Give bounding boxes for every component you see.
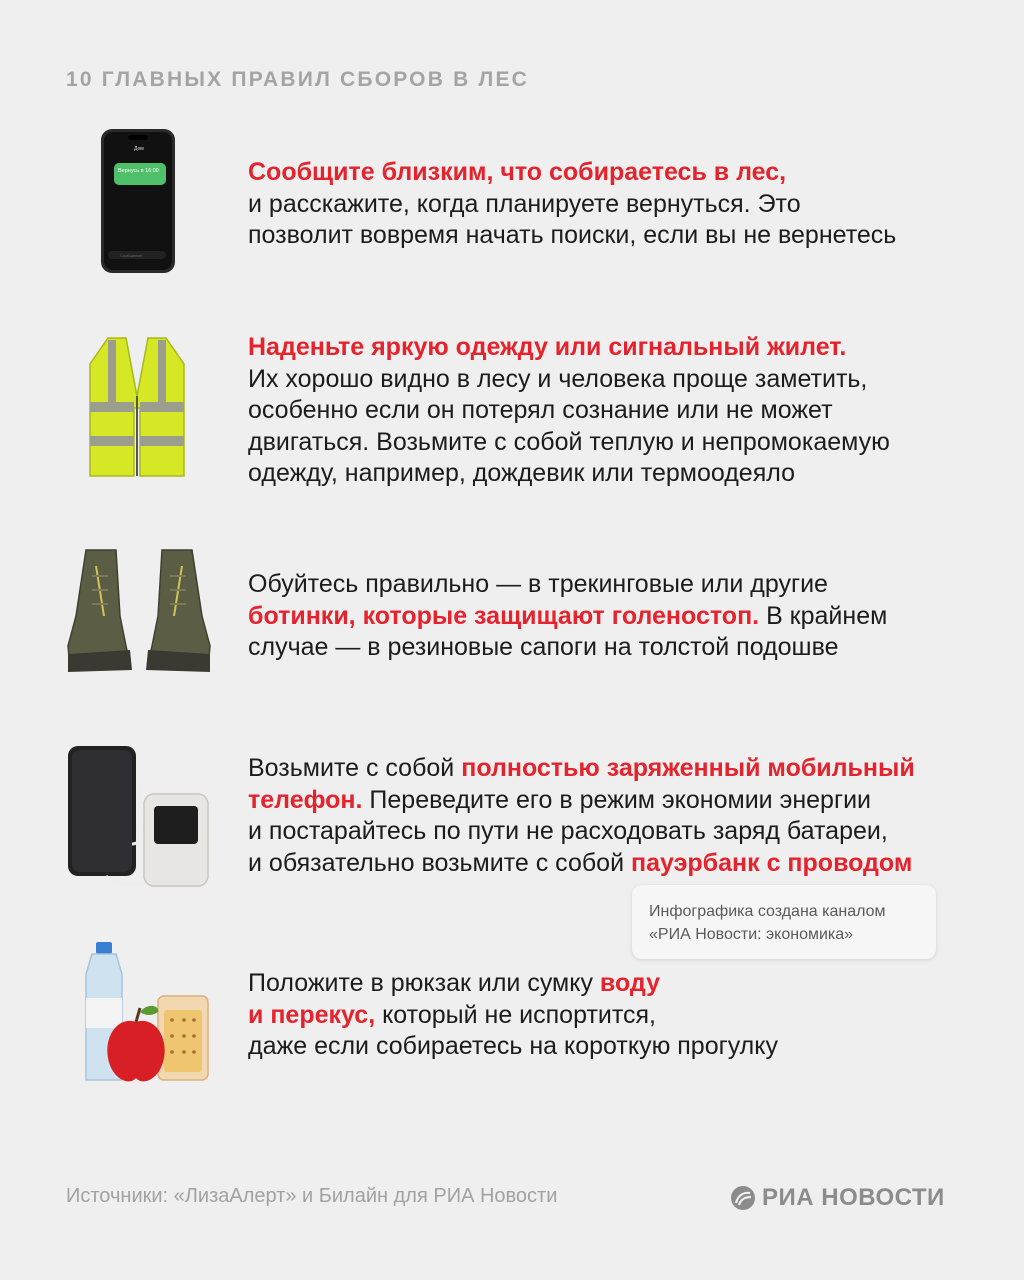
rule-3-line-3: случае — в резиновые сапоги на толстой подошве (248, 633, 839, 661)
rule-2-line-5: одежду, например, дождевик или термоодеяло (248, 459, 796, 487)
safety-vest-icon (86, 336, 188, 480)
footer-sources: Источники: «ЛизаАлерт» и Билайн для РИА Новости (66, 1185, 558, 1207)
hiking-boots-icon (66, 546, 212, 676)
rule-4-text (248, 753, 915, 879)
rule-2-highlight: Наденьте яркую одежду или сигнальный жилет. (248, 333, 847, 361)
ria-novosti-logo (730, 1182, 945, 1214)
rule-1-line-3: позволит вовремя начать поиски, если вы не вернетесь (248, 221, 897, 249)
phone-message-text: Вернусь в 16:00 (118, 168, 159, 174)
rule-1-text (248, 157, 896, 252)
rule-4-line-2-tail: Переведите его в режим экономии энергии (369, 785, 871, 814)
rule-5-line-2-tail: который не испортится, (382, 1000, 657, 1029)
phone-powerbank-icon (66, 744, 212, 890)
rule-3-highlight: ботинки, которые защищают голеностоп. (248, 601, 760, 630)
ria-logo-icon (730, 1185, 756, 1211)
tooltip-line-1: Инфографика создана каналом (649, 903, 886, 920)
smartphone-message-icon (100, 128, 176, 274)
water-and-snack-icon (66, 940, 212, 1086)
rule-3-text (248, 569, 887, 664)
rule-3-line-2-tail: В крайнем (766, 601, 888, 630)
rule-4-highlight-3: пауэрбанк с проводом (631, 848, 913, 877)
rule-4-highlight-2: телефон. (248, 785, 363, 814)
rule-5-line-1: Положите в рюкзак или сумку (248, 969, 593, 997)
rule-4-line-1: Возьмите с собой (248, 754, 455, 782)
rule-4-highlight-1: полностью заряженный мобильный (461, 754, 915, 782)
infographic-credit-tooltip (632, 885, 936, 959)
rule-2-line-4: двигаться. Возьмите с собой теплую и непромокаемую (248, 427, 890, 456)
page-title: 10 ГЛАВНЫХ ПРАВИЛ СБОРОВ В ЛЕС (66, 68, 530, 91)
rule-4-line-3: и постарайтесь по пути не расходовать заряд батареи, (248, 817, 888, 845)
tooltip-line-2: «РИА Новости: экономика» (649, 926, 854, 943)
brand-name: РИА НОВОСТИ (762, 1184, 945, 1211)
rule-2-line-2: Их хорошо видно в лесу и человека проще заметить, (248, 364, 868, 393)
rule-3-line-1: Обуйтесь правильно — в трекинговые или другие (248, 570, 828, 598)
rule-5-text (248, 968, 778, 1063)
phone-header-text: Дом (134, 146, 144, 152)
rule-2-text (248, 332, 890, 490)
phone-input-placeholder: Сообщение (120, 253, 142, 258)
rule-4-line-4: и обязательно возьмите с собой (248, 848, 625, 877)
rule-2-line-3: особенно если он потерял сознание или не может (248, 396, 833, 424)
rule-5-highlight-1: воду (599, 969, 660, 997)
rule-5-line-3: даже если собираетесь на короткую прогулку (248, 1032, 778, 1060)
rule-1-line-2: и расскажите, когда планируете вернуться. Это (248, 189, 801, 218)
rule-1-highlight: Сообщите близким, что собираетесь в лес, (248, 158, 787, 186)
rule-5-highlight-2: и перекус, (248, 1000, 376, 1029)
